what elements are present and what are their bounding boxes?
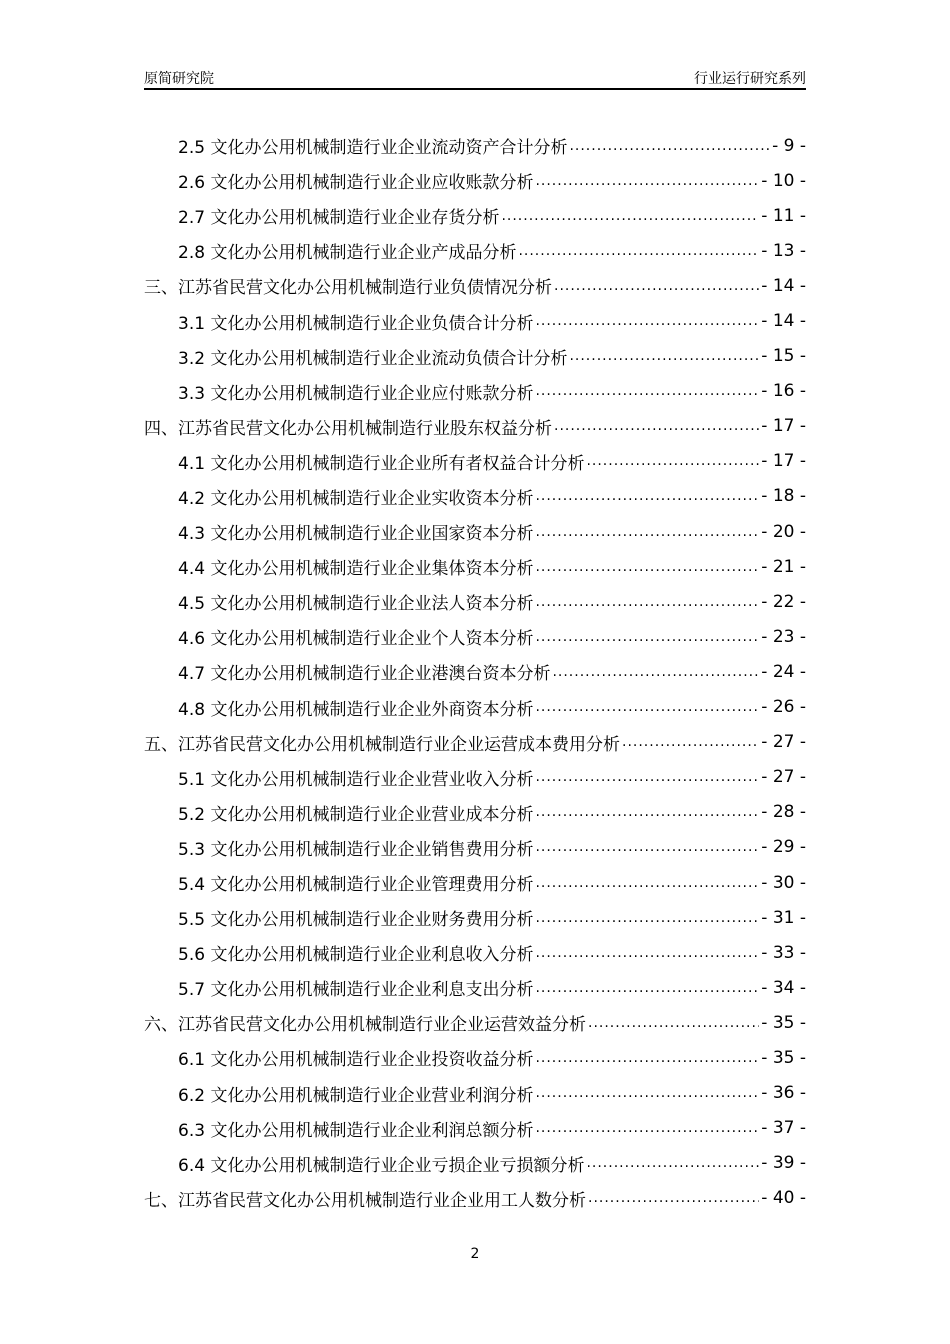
toc-page-number: - 28 - bbox=[761, 802, 806, 823]
toc-section-entry[interactable] bbox=[144, 374, 806, 409]
toc-dot-leader bbox=[535, 173, 759, 189]
toc-dot-leader bbox=[554, 418, 759, 434]
toc-section-entry[interactable] bbox=[144, 479, 806, 514]
toc-dot-leader bbox=[588, 1190, 759, 1206]
toc-entry-title: 6.4 文化办公用机械制造行业企业亏损企业亏损额分析 bbox=[178, 1155, 585, 1176]
toc-entry-title: 5.1 文化办公用机械制造行业企业营业收入分析 bbox=[178, 769, 534, 790]
toc-page-number: - 14 - bbox=[761, 311, 806, 332]
toc-entry-title: 4.1 文化办公用机械制造行业企业所有者权益合计分析 bbox=[178, 453, 585, 474]
page-number: 2 bbox=[470, 1246, 480, 1262]
toc-entry-title: 5.7 文化办公用机械制造行业企业利息支出分析 bbox=[178, 980, 534, 1001]
toc-page-number: - 9 - bbox=[772, 135, 806, 156]
toc-dot-leader bbox=[535, 804, 759, 820]
toc-dot-leader bbox=[586, 1155, 759, 1171]
toc-section-entry[interactable] bbox=[144, 795, 806, 830]
toc-entry-title: 四、江苏省民营文化办公用机械制造行业股东权益分析 bbox=[144, 418, 552, 439]
header-organization: 原简研究院 bbox=[144, 71, 214, 87]
toc-dot-leader bbox=[535, 839, 759, 855]
toc-dot-leader bbox=[535, 1120, 759, 1136]
toc-entry-title: 2.8 文化办公用机械制造行业企业产成品分析 bbox=[178, 243, 517, 264]
toc-section-entry[interactable] bbox=[144, 303, 806, 338]
toc-section-entry[interactable] bbox=[144, 760, 806, 795]
toc-page-number: - 22 - bbox=[761, 591, 806, 612]
toc-entry-title: 4.7 文化办公用机械制造行业企业港澳台资本分析 bbox=[178, 664, 551, 685]
toc-section-entry[interactable] bbox=[144, 584, 806, 619]
toc-section-entry[interactable] bbox=[144, 619, 806, 654]
toc-dot-leader bbox=[535, 629, 759, 645]
toc-dot-leader bbox=[535, 559, 759, 575]
toc-section-entry[interactable] bbox=[144, 654, 806, 689]
toc-dot-leader bbox=[622, 734, 759, 750]
toc-entry-title: 5.2 文化办公用机械制造行业企业营业成本分析 bbox=[178, 804, 534, 825]
toc-section-entry[interactable] bbox=[144, 1146, 806, 1181]
toc-dot-leader bbox=[569, 348, 759, 364]
toc-entry-title: 三、江苏省民营文化办公用机械制造行业负债情况分析 bbox=[144, 278, 552, 299]
toc-page-number: - 24 - bbox=[761, 661, 806, 682]
toc-dot-leader bbox=[535, 1050, 759, 1066]
toc-page-number: - 14 - bbox=[761, 275, 806, 296]
toc-page-number: - 23 - bbox=[761, 626, 806, 647]
toc-section-entry[interactable] bbox=[144, 198, 806, 233]
toc-section-entry[interactable] bbox=[144, 1040, 806, 1075]
toc-page-number: - 10 - bbox=[761, 170, 806, 191]
toc-entry-title: 4.3 文化办公用机械制造行业企业国家资本分析 bbox=[178, 524, 534, 545]
toc-section-entry[interactable] bbox=[144, 549, 806, 584]
toc-entry-title: 3.3 文化办公用机械制造行业企业应付账款分析 bbox=[178, 383, 534, 404]
toc-dot-leader bbox=[535, 594, 759, 610]
toc-dot-leader bbox=[588, 1015, 759, 1031]
toc-dot-leader bbox=[569, 138, 770, 154]
toc-page-number: - 30 - bbox=[761, 872, 806, 893]
page-header bbox=[144, 66, 806, 90]
toc-entry-title: 2.6 文化办公用机械制造行业企业应收账款分析 bbox=[178, 173, 534, 194]
toc-section-entry[interactable] bbox=[144, 830, 806, 865]
toc-dot-leader bbox=[552, 664, 759, 680]
toc-page-number: - 20 - bbox=[761, 521, 806, 542]
toc-chapter-entry[interactable] bbox=[144, 1005, 806, 1040]
toc-entry-title: 5.5 文化办公用机械制造行业企业财务费用分析 bbox=[178, 910, 534, 931]
toc-entry-title: 4.2 文化办公用机械制造行业企业实收资本分析 bbox=[178, 488, 534, 509]
toc-chapter-entry[interactable] bbox=[144, 1181, 806, 1216]
toc-chapter-entry[interactable] bbox=[144, 725, 806, 760]
toc-dot-leader bbox=[518, 243, 759, 259]
toc-dot-leader bbox=[535, 875, 759, 891]
toc-section-entry[interactable] bbox=[144, 163, 806, 198]
toc-dot-leader bbox=[535, 524, 759, 540]
toc-section-entry[interactable] bbox=[144, 935, 806, 970]
toc-entry-title: 6.2 文化办公用机械制造行业企业营业利润分析 bbox=[178, 1085, 534, 1106]
toc-chapter-entry[interactable] bbox=[144, 409, 806, 444]
toc-entry-title: 3.1 文化办公用机械制造行业企业负债合计分析 bbox=[178, 313, 534, 334]
toc-page-number: - 34 - bbox=[761, 977, 806, 998]
toc-page-number: - 27 - bbox=[761, 732, 806, 753]
toc-page-number: - 13 - bbox=[761, 240, 806, 261]
toc-entry-title: 4.6 文化办公用机械制造行业企业个人资本分析 bbox=[178, 629, 534, 650]
toc-page-number: - 27 - bbox=[761, 767, 806, 788]
toc-entry-title: 6.1 文化办公用机械制造行业企业投资收益分析 bbox=[178, 1050, 534, 1071]
table-of-contents bbox=[144, 128, 806, 1216]
toc-entry-title: 5.3 文化办公用机械制造行业企业销售费用分析 bbox=[178, 839, 534, 860]
toc-dot-leader bbox=[586, 453, 759, 469]
header-series-title: 行业运行研究系列 bbox=[694, 71, 806, 87]
toc-entry-title: 5.4 文化办公用机械制造行业企业管理费用分析 bbox=[178, 875, 534, 896]
toc-entry-title: 七、江苏省民营文化办公用机械制造行业企业用工人数分析 bbox=[144, 1190, 586, 1211]
toc-entry-title: 4.5 文化办公用机械制造行业企业法人资本分析 bbox=[178, 594, 534, 615]
toc-section-entry[interactable] bbox=[144, 128, 806, 163]
toc-page-number: - 35 - bbox=[761, 1012, 806, 1033]
toc-section-entry[interactable] bbox=[144, 514, 806, 549]
toc-page-number: - 40 - bbox=[761, 1188, 806, 1209]
toc-page-number: - 31 - bbox=[761, 907, 806, 928]
toc-page-number: - 17 - bbox=[761, 416, 806, 437]
toc-page-number: - 29 - bbox=[761, 837, 806, 858]
toc-section-entry[interactable] bbox=[144, 900, 806, 935]
toc-page-number: - 17 - bbox=[761, 451, 806, 472]
toc-dot-leader bbox=[535, 313, 759, 329]
toc-dot-leader bbox=[501, 208, 759, 224]
toc-page-number: - 16 - bbox=[761, 381, 806, 402]
toc-page-number: - 26 - bbox=[761, 697, 806, 718]
toc-dot-leader bbox=[535, 1085, 759, 1101]
toc-section-entry[interactable] bbox=[144, 233, 806, 268]
toc-entry-title: 3.2 文化办公用机械制造行业企业流动负债合计分析 bbox=[178, 348, 568, 369]
toc-entry-title: 五、江苏省民营文化办公用机械制造行业企业运营成本费用分析 bbox=[144, 734, 620, 755]
toc-page-number: - 39 - bbox=[761, 1153, 806, 1174]
toc-page-number: - 33 - bbox=[761, 942, 806, 963]
toc-section-entry[interactable] bbox=[144, 1111, 806, 1146]
toc-dot-leader bbox=[535, 488, 759, 504]
toc-dot-leader bbox=[535, 699, 759, 715]
toc-section-entry[interactable] bbox=[144, 339, 806, 374]
toc-page-number: - 37 - bbox=[761, 1118, 806, 1139]
toc-dot-leader bbox=[535, 769, 759, 785]
toc-chapter-entry[interactable] bbox=[144, 268, 806, 303]
toc-dot-leader bbox=[554, 278, 759, 294]
toc-section-entry[interactable] bbox=[144, 1076, 806, 1111]
toc-page-number: - 35 - bbox=[761, 1047, 806, 1068]
toc-page-number: - 15 - bbox=[761, 346, 806, 367]
toc-page-number: - 11 - bbox=[761, 205, 806, 226]
toc-entry-title: 5.6 文化办公用机械制造行业企业利息收入分析 bbox=[178, 945, 534, 966]
toc-section-entry[interactable] bbox=[144, 690, 806, 725]
toc-section-entry[interactable] bbox=[144, 444, 806, 479]
toc-entry-title: 2.7 文化办公用机械制造行业企业存货分析 bbox=[178, 208, 500, 229]
toc-section-entry[interactable] bbox=[144, 865, 806, 900]
toc-entry-title: 4.8 文化办公用机械制造行业企业外商资本分析 bbox=[178, 699, 534, 720]
toc-page-number: - 18 - bbox=[761, 486, 806, 507]
toc-dot-leader bbox=[535, 980, 759, 996]
toc-entry-title: 2.5 文化办公用机械制造行业企业流动资产合计分析 bbox=[178, 138, 568, 159]
toc-entry-title: 六、江苏省民营文化办公用机械制造行业企业运营效益分析 bbox=[144, 1015, 586, 1036]
toc-dot-leader bbox=[535, 383, 759, 399]
toc-dot-leader bbox=[535, 910, 759, 926]
toc-page-number: - 36 - bbox=[761, 1083, 806, 1104]
toc-entry-title: 6.3 文化办公用机械制造行业企业利润总额分析 bbox=[178, 1120, 534, 1141]
toc-page-number: - 21 - bbox=[761, 556, 806, 577]
toc-dot-leader bbox=[535, 945, 759, 961]
toc-entry-title: 4.4 文化办公用机械制造行业企业集体资本分析 bbox=[178, 559, 534, 580]
toc-section-entry[interactable] bbox=[144, 970, 806, 1005]
